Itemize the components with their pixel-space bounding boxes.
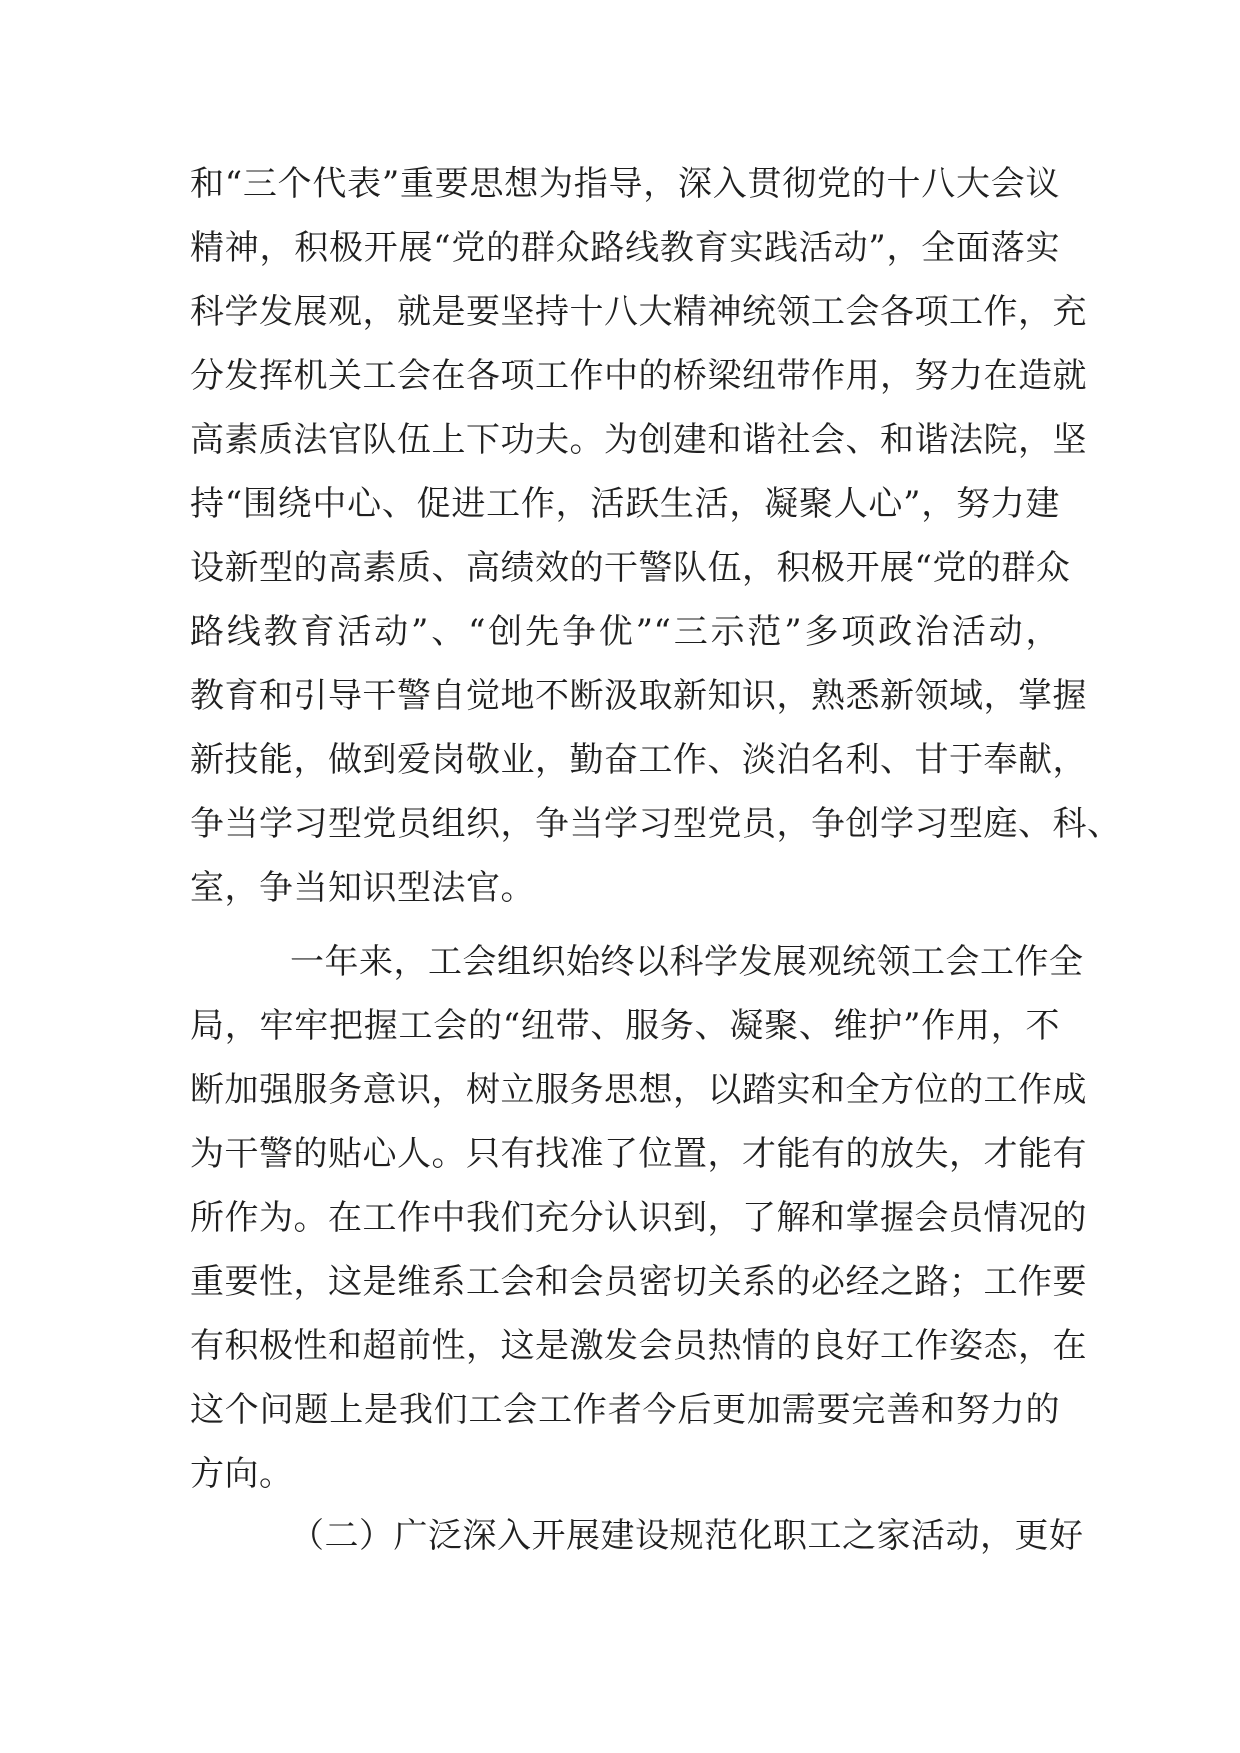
text-line: （二）广泛深入开展建设规范化职工之家活动，更好 [290, 1516, 1084, 1556]
text-line: 重要性，这是维系工会和会员密切关系的必经之路；工作要 [190, 1262, 1087, 1302]
text-line: 高素质法官队伍上下功夫。为创建和谐社会、和谐法院，坚 [190, 420, 1087, 460]
text-line: 精神，积极开展“党的群众路线教育实践活动”，全面落实 [190, 228, 1060, 268]
text-line: 和“三个代表”重要思想为指导，深入贯彻党的十八大会议 [190, 164, 1060, 204]
text-line: 断加强服务意识，树立服务思想，以踏实和全方位的工作成 [190, 1070, 1087, 1110]
text-line: 科学发展观，就是要坚持十八大精神统领工会各项工作，充 [190, 292, 1087, 332]
text-line: 争当学习型党员组织，争当学习型党员，争创学习型庭、科、 [190, 804, 1122, 844]
text-line: 设新型的高素质、高绩效的干警队伍，积极开展“党的群众 [190, 548, 1071, 588]
text-line: 分发挥机关工会在各项工作中的桥梁纽带作用，努力在造就 [190, 356, 1087, 396]
text-line: 一年来，工会组织始终以科学发展观统领工会工作全 [290, 942, 1084, 982]
text-line: 局，牢牢把握工会的“纽带、服务、凝聚、维护”作用，不 [190, 1006, 1060, 1046]
text-line: 这个问题上是我们工会工作者今后更加需要完善和努力的 [190, 1390, 1060, 1430]
text-line: 有积极性和超前性，这是激发会员热情的良好工作姿态，在 [190, 1326, 1087, 1366]
paragraph-1 [190, 152, 1122, 920]
text-line: 路线教育活动”、“创先争优”“三示范”多项政治活动， [190, 612, 1060, 652]
section-heading-2 [190, 1504, 1084, 1568]
text-line: 方向。 [190, 1454, 294, 1494]
paragraph-2 [190, 930, 1087, 1506]
text-line: 新技能，做到爱岗敬业，勤奋工作、淡泊名利、甘于奉献， [190, 740, 1087, 780]
text-line: 持“围绕中心、促进工作，活跃生活，凝聚人心”，努力建 [190, 484, 1060, 524]
text-line: 教育和引导干警自觉地不断汲取新知识，熟悉新领域，掌握 [190, 676, 1087, 716]
text-line: 为干警的贴心人。只有找准了位置，才能有的放失，才能有 [190, 1134, 1087, 1174]
text-line: 室，争当知识型法官。 [190, 868, 535, 908]
text-line: 所作为。在工作中我们充分认识到，了解和掌握会员情况的 [190, 1198, 1087, 1238]
